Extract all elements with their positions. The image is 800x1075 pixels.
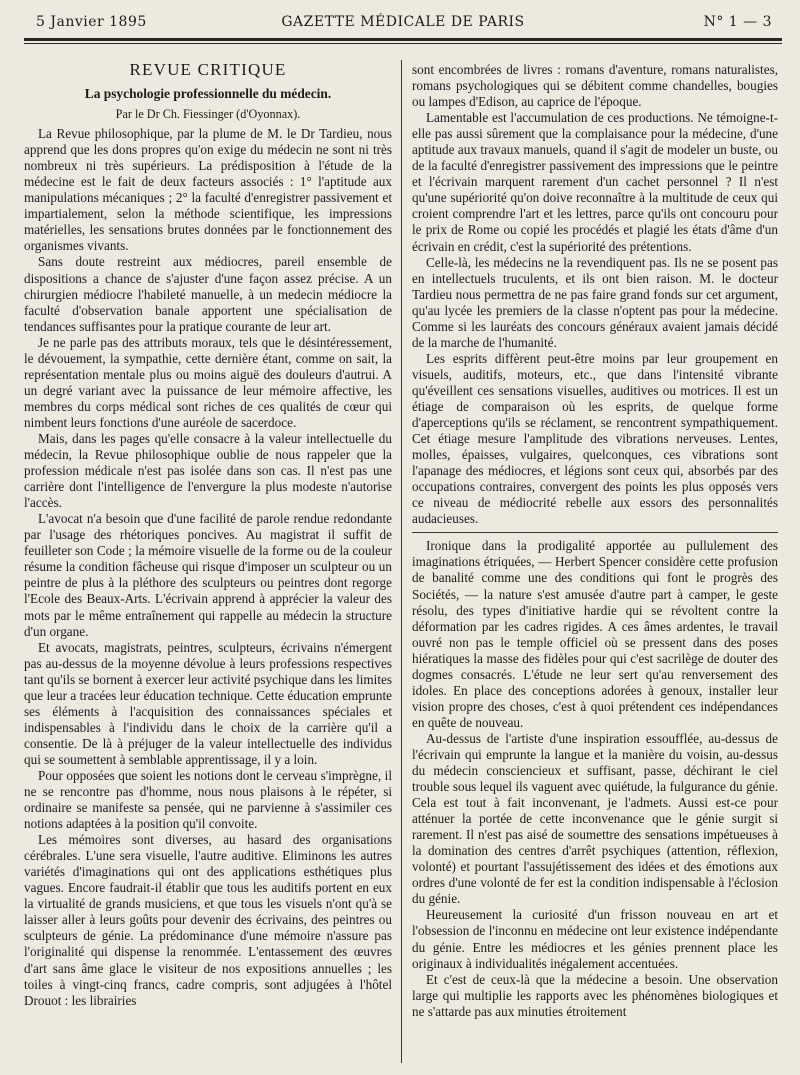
paragraph: Au-dessus de l'artiste d'une inspiration essoufflée, au-dessus de l'écrivain qui emprunte la langue et la manière du voisin, au-dessus du médecin consciencieux et suffisant, passe, déchirant le ciel trouble sous lequel ils vaguent avec quiétude, la fulgurance du génie. Cela est tout à fait inconvenant, je l'admets. Aussi est-ce pour atténuer la portée de cette inconvenance que le génie surgit si rarement. Il n'est pas aisé de soumettre des sensations impétueuses à la domination des centres d'arrêt psychiques (attention, réflexion, volonté) et pourtant l'assujétissement des idées et des émotions aux ordres d'une volonté de fer est la condition indispensable à l'éclosion du génie.	[412, 730, 778, 907]
paragraph: Les esprits diffèrent peut-être moins par leur groupement en visuels, auditifs, moteurs, etc., que dans l'intensité vibrante qu'éveillent ces sensations visuelles, auditives ou motrices. Il est un étiage de comparaison où les esprits, de quelque forme d'aperceptions qu'ils se réclament, se rencontrent sympathiquement. Cet étiage mesure l'amplitude des vibrations nerveuses. Lentes, molles, épaisses, vulgaires, quelconques, ces vibrations sont l'apanage des médiocres, et légions sont ceux qui, absorbés par des occupations contraires, convergent des points les plus opposés vers ce niveau de médiocrité rebelle aux essors des personnalités audacieuses.	[412, 350, 778, 527]
page-number: N° 1 — 3	[703, 14, 772, 30]
paragraph: Ironique dans la prodigalité apportée au pullulement des imaginations étriquées, — Herbert Spencer considère cette profusion de banalité comme une des conditions qui font le progrès des Sociétés, — la nature s'est amusée d'autre part à camper, le geste résolu, des types d'initiative hardie qui se révoltent contre la déformation par les cadres rigides. A ces âmes ardentes, le travail ouvré non pas le temple officiel où se pressent dans des poses hiératiques la masse des fidèles pour qui c'est sacrilège de douter des dogmes consacrés. L'étude ne leur sert qu'au renversement des idoles. En place des conceptions adorées à genoux, installer leur vision propre des choses, c'est à quoi prétendent ces indépendances en quête de nouveau.	[412, 538, 778, 730]
paragraph: Lamentable est l'accumulation de ces productions. Ne témoigne-t-elle pas aussi sûrement que la complaisance pour la médecine, d'une aptitude aux travaux manuels, quand il s'agit de modeler un buste, ou de la faculté d'enregistrer passivement des impressions que le peintre et l'écrivain marquent rarement d'un cachet personnel ? Il n'est qu'une supériorité qu'on doive reconnaître à la multitude de ceux qui croient comprendre l'art et les lettres, parce qu'ils ont concouru pour le prix de Rome ou copié les procédés et plagié les états d'âme d'un écrivain en crédit, c'est la supériorité des prétentions.	[412, 110, 778, 254]
paragraph: Je ne parle pas des attributs moraux, tels que le désintéressement, le dévouement, la sympathie, cette dernière étant, comme on sait, la représentation mentale plus ou moins aiguë des douleurs d'autrui. A un degré variant avec la puissance de leur mémoire affective, les membres du corps médical sont riches de ces qualités de cœur qui nimbent leurs fonctions d'une auréole de sacerdoce.	[24, 334, 392, 430]
paragraph: Mais, dans les pages qu'elle consacre à la valeur intellectuelle du médecin, la Revue philosophique oublie de nous rappeler que la profession médicale n'est pas isolée dans son cas. Il n'est pas une carrière dont l'intelligence de l'envergure la plus modeste n'autorise l'accès.	[24, 430, 392, 511]
paragraph: Et avocats, magistrats, peintres, sculpteurs, écrivains n'émergent pas au-dessus de la moyenne dévolue à leurs professions respectives tant qu'ils se bornent à exercer leur activité psychique dans les limites que leur a tracées leur éducation technique. Cette éducation emprunte ses éléments à l'acquisition des connaissances spéciales et indispensables à l'individu dans le choix de la carrière qu'il a consentie. De là à préjuger de la valeur intellectuelle des individus qui se soumettent à semblable apprentissage, il y a loin.	[24, 639, 392, 767]
paragraph: Sans doute restreint aux médiocres, pareil ensemble de dispositions a chance de s'ajuster d'une façon assez précise. A un chirurgien médiocre l'habileté manuelle, à un medecin médiocre la faculté d'observation banale apportent une spécialisation de tendances suffisantes pour la pratique courante de leur art.	[24, 254, 392, 334]
section-separator	[412, 532, 778, 533]
paragraph: Heureusement la curiosité d'un frisson nouveau en art et l'obsession de l'inconnu en médecine ont leur existence indépendante du génie. Entre les médiocres et les génies prennent place les originaux à individualités inégalement accentuées.	[412, 907, 778, 971]
article-byline: Par le Dr Ch. Fiessinger (d'Oyonnax).	[115, 107, 301, 122]
right-column	[412, 62, 778, 1061]
column-divider	[401, 60, 402, 1063]
article-title: La psychologie professionnelle du médecin.	[84, 86, 332, 101]
paragraph: Pour opposées que soient les notions dont le cerveau s'imprègne, il ne se rencontre pas d'homme, nous nous plaisons à le répéter, si ordinaire se manifeste sa pensée, qui ne parvienne à s'assimiler ces notions adaptées à la position qu'il convoite.	[24, 767, 392, 832]
issue-date: 5 Janvier 1895	[36, 14, 147, 30]
paragraph: sont encombrées de livres : romans d'aventure, romans naturalistes, romans psychologiques qui se débitent comme chandelles, bougies ou lampes d'Edison, au caprice de l'époque.	[412, 62, 778, 110]
section-title: REVUE CRITIQUE	[129, 60, 287, 79]
header-rule-thin	[24, 43, 782, 44]
paragraph: Et c'est de ceux-là que la médecine a besoin. Une observation large qui multiplie les rapports avec les phénomènes biologiques et ne s'attarde pas aux minuties étroitement	[412, 971, 778, 1019]
header-rule-thick	[24, 38, 782, 41]
journal-title: GAZETTE MÉDICALE DE PARIS	[281, 14, 525, 30]
paragraph: La Revue philosophique, par la plume de M. le Dr Tardieu, nous apprend que les dons propres qu'on exige du médecin ne sont ni très nombreux ni très supérieurs. La prédisposition à l'étude de la médecine est le fait de deux facteurs associés : 1° l'aptitude aux manipulations mécaniques ; 2° la faculté d'enregistrer passivement et impartialement, selon la méthode scientifique, les impressions matérielles, les sensations brutes données par le fonctionnement des organismes vivants.	[24, 126, 392, 254]
paragraph: Les mémoires sont diverses, au hasard des organisations cérébrales. L'une sera visuelle, l'autre auditive. Eliminons les autres variétés d'imaginations qui ont des applications esthétiques plus vagues. Encore faudrait-il établir que tous les auditifs portent en eux la virtualité de grands musiciens, et que tous les visuels n'ont qu'à se laisser aller à leurs goûts pour devenir des écrivains, des peintres ou sculpteurs de génie. La prédominance d'une mémoire n'assure pas l'originalité qui dispense la renommée. L'entassement des œuvres d'art sans âme glace le visiteur de nos expositions annuelles ; les toiles à vingt-cinq francs, cadre compris, sont adjugées à l'hôtel Drouot : les librairies	[24, 832, 392, 1008]
paragraph: Celle-là, les médecins ne la revendiquent pas. Ils ne se posent pas en intellectuels truculents, et ils ont bien raison. M. le docteur Tardieu nous permettra de ne pas faire grand fonds sur cet argument, qu'au lycée les premiers de la classe n'optent pas pour la médecine. Comme si les lauréats des concours généraux avaient jamais décidé de la marche de l'humanité.	[412, 254, 778, 350]
page-header	[24, 14, 782, 36]
left-column	[24, 58, 392, 1061]
paragraph: L'avocat n'a besoin que d'une facilité de parole rendue redondante par l'usage des rhétoriques poncives. Au magistrat il suffit de feuilleter son Code ; la mémoire visuelle de la forme ou de la couleur résume la condition fâcheuse qui risque d'imposer un sculpteur ou un peintre de plus à la pléthore des sculpteurs ou peintres dont regorge l'Ecole des Beaux-Arts. L'écrivain apprend à apprécier la valeur des mots par le même entraînement qui rappelle au médecin la structure d'un organe.	[24, 511, 392, 639]
